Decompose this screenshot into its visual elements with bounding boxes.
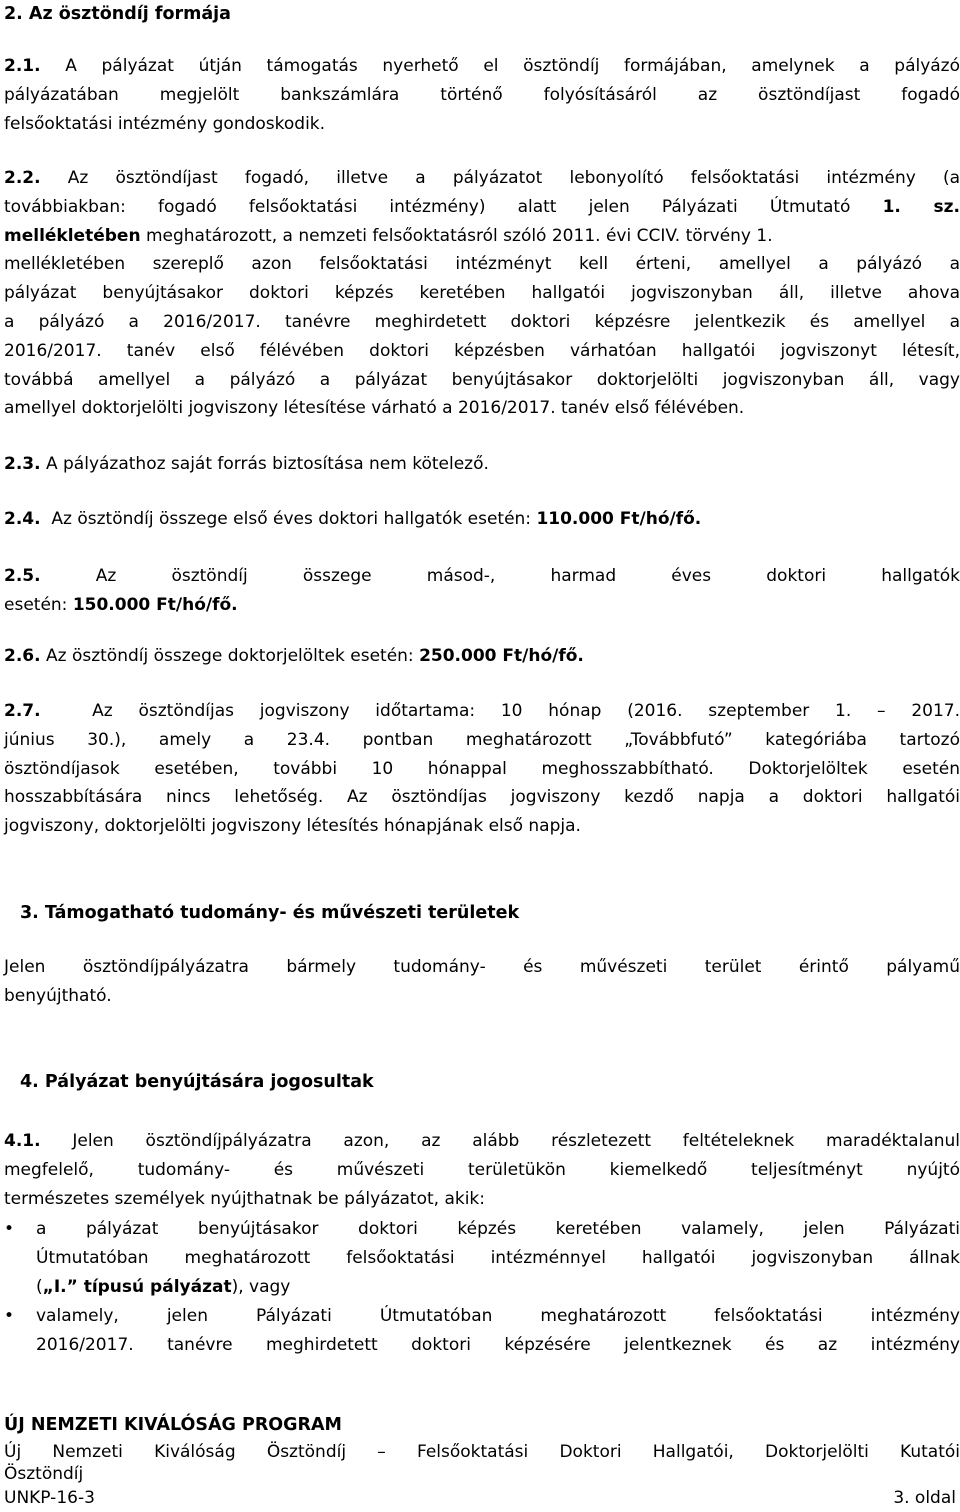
paragraph-2-2: 2.2. Az ösztöndíjast fogadó, illetve a pályázatot lebonyolító felsőoktatási intézmény (a továbbiakban: fogadó felsőoktatási intézmény) alatt jelen Pályázati Útmutató 1. sz. mellékletében meghatározott, a nemzeti felsőoktatásról szóló 2011. évi CCIV. törvény 1. mellékletében szereplő azon felsőoktatási intézményt kell érteni, amellyel a pályázó a pályázat benyújtásakor doktori képzés keretében hallgatói jogviszonyban áll, illetve ahova a pályázó a 2016/2017. tanévre meghirdetett doktori képzésre jelentkezik és amellyel a 2016/2017. tanév első félévében doktori képzésben várhatóan hallgatói jogviszonyt létesít, továbbá amellyel a pályázó a pályázat benyújtásakor doktorjelölti jogviszonyban áll, vagy amellyel doktorjelölti jogviszony létesítése várható a 2016/2017. tanév első félévében. <box>4 168 960 419</box>
paragraph-2-7: 2.7. Az ösztöndíjas jogviszony időtartama: 10 hónap (2016. szeptember 1. – 2017. június 30.), amely a 23.4. pontban meghatározott „Továbbfutó” kategóriába tartozó ösztöndíjasok esetében, további 10 hónappal meghosszabbítható. Doktorjelöltek esetén hosszabbítására nincs lehetőség. Az ösztöndíjas jogviszony kezdő napja a doktori hallgatói jogviszony, doktorjelölti jogviszony létesítés hónapjának első napja. <box>4 701 960 837</box>
paragraph-number: 2.7. <box>4 701 41 721</box>
paragraph-number: 2.6. <box>4 646 41 666</box>
paragraph-2-5: 2.5. Az ösztöndíj összege másod-, harmad éves doktori hallgatók esetén: 150.000 Ft/hó/fő. <box>4 566 960 615</box>
paragraph-number: 2.5. <box>4 566 41 586</box>
paragraph-4-1: 4.1. Jelen ösztöndíjpályázatra azon, az alább részletezett feltételeknek maradéktalanul megfelelő, tudomány- és művészeti területükön kiemelkedő teljesítményt nyújtó természetes személyek nyújthatnak be pályázatot, akik: <box>4 1131 960 1209</box>
document-code: UNKP-16-3 <box>4 1488 95 1508</box>
section-3-heading: 3. Támogatható tudomány- és művészeti területek <box>20 903 520 923</box>
amount: 150.000 Ft/hó/fő. <box>72 594 238 615</box>
section-4-heading: 4. Pályázat benyújtására jogosultak <box>20 1072 374 1092</box>
section-2-heading: 2. Az ösztöndíj formája <box>4 4 231 24</box>
paragraph-2-1: 2.1. A pályázat útján támogatás nyerhető el ösztöndíj formájában, amelynek a pályázó pályázatában megjelölt bankszámlára történő folyósításáról az ösztöndíjast fogadó felsőoktatási intézmény gondoskodik. <box>4 56 960 134</box>
footer-program-title: ÚJ NEMZETI KIVÁLÓSÁG PROGRAM <box>4 1415 342 1435</box>
bullet-icon: • <box>4 1219 15 1239</box>
bullet-icon: • <box>4 1306 15 1326</box>
paragraph-number: 2.2. <box>4 168 41 188</box>
paragraph-number: 4.1. <box>4 1131 41 1151</box>
paragraph-number: 2.4. <box>4 509 41 529</box>
paragraph-3: Jelen ösztöndíjpályázatra bármely tudomány- és művészeti terület érintő pályamű benyújtható. <box>4 957 960 1006</box>
footer-bottom-row <box>4 1484 960 1512</box>
paragraph-2-4: 2.4. Az ösztöndíj összege első éves doktori hallgatók esetén: 110.000 Ft/hó/fő. <box>4 509 702 529</box>
footer-program-name: Új Nemzeti Kiválóság Ösztöndíj – Felsőoktatási Doktori Hallgatói, Doktorjelölti Kutatói <box>4 1442 960 1462</box>
amount: 110.000 Ft/hó/fő. <box>536 509 702 529</box>
paragraph-2-6: 2.6. Az ösztöndíj összege doktorjelöltek esetén: 250.000 Ft/hó/fő. <box>4 646 584 666</box>
paragraph-number: 2.1. <box>4 56 41 76</box>
paragraph-number: 2.3. <box>4 454 41 474</box>
page-number: 3. oldal <box>893 1488 956 1508</box>
amount: 250.000 Ft/hó/fő. <box>419 646 584 666</box>
paragraph-2-3: 2.3. A pályázathoz saját forrás biztosítása nem kötelező. <box>4 454 489 474</box>
footer-program-name-cont: Ösztöndíj <box>4 1464 84 1484</box>
